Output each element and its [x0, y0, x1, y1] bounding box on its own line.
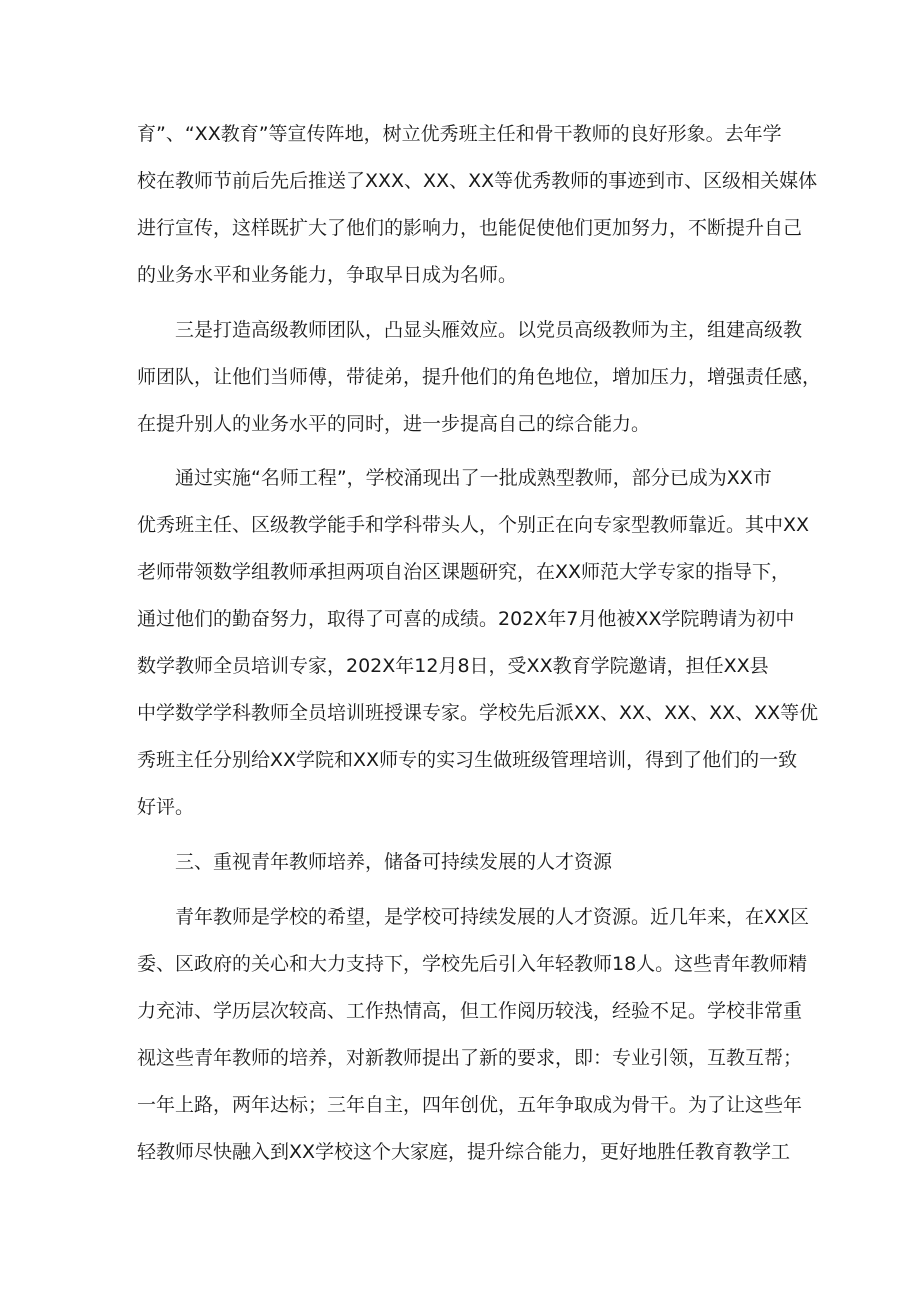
text-line: 三是打造高级教师团队，凸显头雁效应。以党员高级教师为主，组建高级教	[175, 319, 803, 341]
text-line: 老师带领数学组教师承担两项自治区课题研究，在XX师范大学专家的指导下，	[137, 561, 791, 583]
text-line: 视这些青年教师的培养，对新教师提出了新的要求，即：专业引领，互教互帮；	[137, 1047, 803, 1069]
text-line: 力充沛、学历层次较高、工作热情高，但工作阅历较浅，经验不足。学校非常重	[137, 1000, 803, 1022]
text-line: 优秀班主任、区级教学能手和学科带头人，个别正在向专家型教师靠近。其中XX	[137, 514, 810, 536]
text-line: 好评。	[137, 796, 195, 818]
text-line: 委、区政府的关心和大力支持下，学校先后引入年轻教师18人。这些青年教师精	[137, 953, 808, 975]
text-line: 秀班主任分别给XX学院和XX师专的实习生做班级管理培训，得到了他们的一致	[137, 749, 798, 771]
text-line: 轻教师尽快融入到XX学校这个大家庭，提升综合能力，更好地胜任教育教学工	[137, 1141, 791, 1163]
text-line: 通过他们的勤奋努力，取得了可喜的成绩。202X年7月他被XX学院聘请为初中	[137, 608, 795, 630]
text-line: 校在教师节前后先后推送了XXX、XX、XX等优秀教师的事迹到市、区级相关媒体	[137, 170, 818, 192]
text-line: 一年上路，两年达标；三年自主，四年创优，五年争取成为骨干。为了让这些年	[137, 1094, 803, 1116]
text-line: 青年教师是学校的希望，是学校可持续发展的人才资源。近几年来，在XX区	[175, 906, 810, 928]
text-line: 师团队，让他们当师傅，带徒弟，提升他们的角色地位，增加压力，增强责任感，	[137, 366, 822, 388]
text-line: 中学数学学科教师全员培训班授课专家。学校先后派XX、XX、XX、XX、XX等优	[137, 702, 819, 724]
text-line: 的业务水平和业务能力，争取早日成为名师。	[137, 264, 518, 286]
text-line: 通过实施“名师工程”，学校涌现出了一批成熟型教师，部分已成为XX市	[175, 467, 772, 489]
text-line: 育”、“XX教育”等宣传阵地，树立优秀班主任和骨干教师的良好形象。去年学	[137, 123, 782, 145]
text-line: 进行宣传，这样既扩大了他们的影响力，也能促使他们更加努力，不断提升自己	[137, 217, 803, 239]
section-heading: 三、重视青年教师培养，储备可持续发展的人才资源	[175, 851, 613, 873]
text-line: 数学教师全员培训专家，202X年12月8日，受XX教育学院邀请，担任XX县	[137, 655, 769, 677]
text-line: 在提升别人的业务水平的同时，进一步提高自己的综合能力。	[137, 413, 651, 435]
